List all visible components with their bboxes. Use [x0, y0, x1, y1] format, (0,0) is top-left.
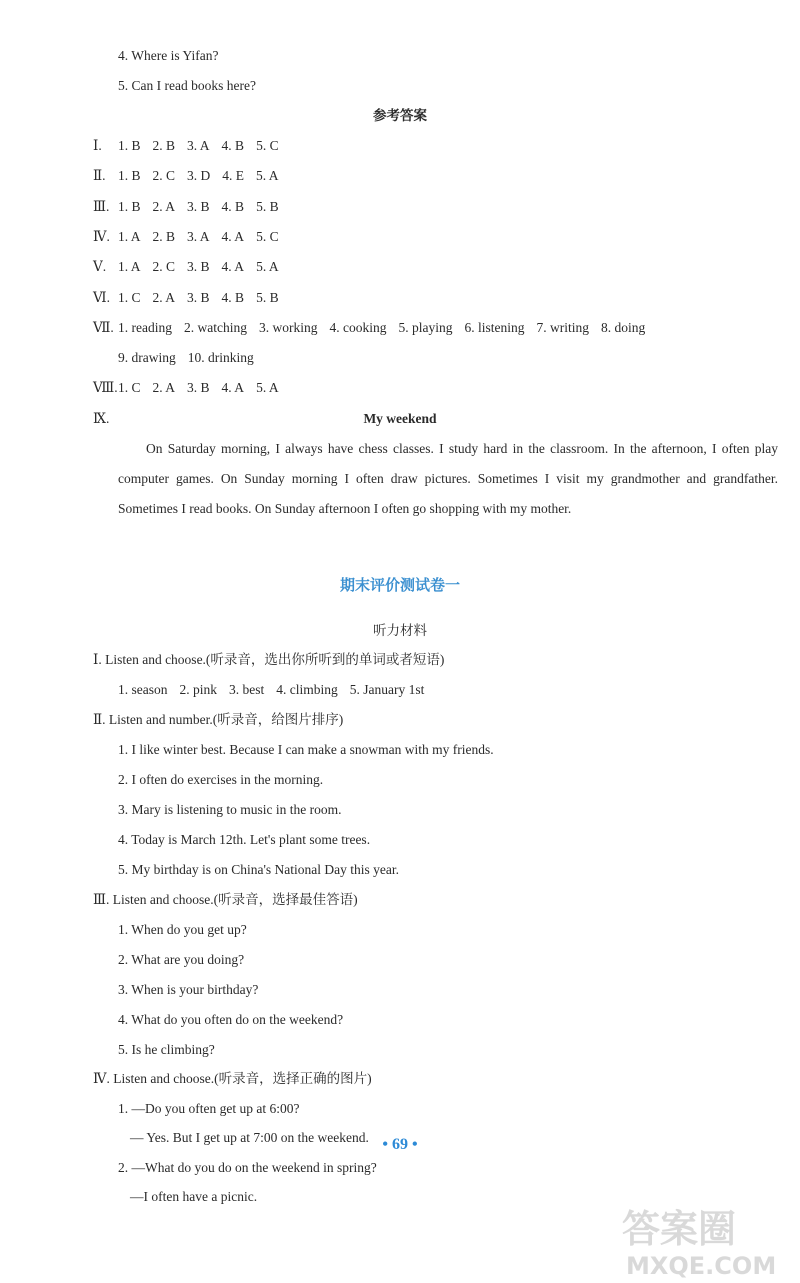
- text-line: 1. When do you get up?: [118, 922, 247, 937]
- text-line: 3. Mary is listening to music in the room.: [118, 802, 342, 817]
- answers-title: 参考答案: [373, 108, 427, 124]
- text-line: 5. My birthday is on China's National Day this year.: [118, 862, 400, 877]
- answer-row: Ⅴ. 1. A 2. C 3. B 4. A 5. A: [93, 259, 279, 275]
- listening-title: 听力材料: [373, 623, 427, 639]
- svg-text:MXQE.COM: MXQE.COM: [626, 1252, 777, 1280]
- text-line: — Yes. But I get up at 7:00 on the weekend.: [130, 1130, 369, 1145]
- text-line: 5. Can I read books here?: [118, 78, 256, 93]
- text-line: 1. —Do you often get up at 6:00?: [118, 1101, 300, 1116]
- part-items: 1. season 2. pink 3. best 4. climbing 5. January 1st: [118, 682, 425, 697]
- part-header: Ⅳ. Listen and choose.(听录音，选择正确的图片): [93, 1071, 372, 1086]
- answer-row-label: Ⅸ.: [93, 411, 110, 426]
- text-line: 2. What are you doing?: [118, 952, 245, 967]
- answer-row: Ⅱ. 1. B 2. C 3. D 4. E 5. A: [93, 168, 279, 184]
- page-number: • 69 •: [382, 1136, 418, 1153]
- part-header: Ⅱ. Listen and number.(听录音，给图片排序): [93, 712, 344, 727]
- text-line: 5. Is he climbing?: [118, 1042, 215, 1057]
- text-line: 4. Today is March 12th. Let's plant some trees.: [118, 832, 371, 847]
- essay-text: On Saturday morning, I always have chess classes. I study hard in the classroom. In the afternoon, I often play computer games. On Sunday morning I often draw pictures. Sometimes I visit my grandmother and grandfather. Sometimes I read books. On Sunday afternoon I often go shopping with my mother.: [118, 441, 778, 516]
- answer-row: Ⅰ. 1. B 2. B 3. A 4. B 5. C: [93, 138, 279, 153]
- answer-row: Ⅶ. 1. reading 2. watching 3. working 4. cooking 5. playing 6. listening 7. writing 8. doing: [93, 320, 646, 335]
- svg-text:答案圈: 答案圈: [622, 1207, 737, 1251]
- answer-row-continued: 9. drawing 10. drinking: [118, 350, 254, 365]
- text-line: 3. When is your birthday?: [118, 982, 259, 997]
- part-header: Ⅰ. Listen and choose.(听录音，选出你所听到的单词或者短语): [93, 652, 445, 667]
- text-line: 2. I often do exercises in the morning.: [118, 772, 324, 787]
- part-header: Ⅲ. Listen and choose.(听录音，选择最佳答语): [93, 892, 358, 907]
- answer-row: Ⅳ. 1. A 2. B 3. A 4. A 5. C: [93, 228, 279, 244]
- watermark-logo: [612, 1200, 792, 1280]
- text-line: 4. What do you often do on the weekend?: [118, 1012, 344, 1027]
- essay-title: My weekend: [363, 411, 437, 426]
- answer-row: Ⅷ.1. C 2. A 3. B 4. A 5. A: [93, 380, 279, 395]
- text-line: 2. —What do you do on the weekend in spring?: [118, 1160, 377, 1175]
- text-line: —I often have a picnic.: [130, 1189, 258, 1204]
- section-title: 期末评价测试卷一: [339, 576, 460, 594]
- answer-row: Ⅵ. 1. C 2. A 3. B 4. B 5. B: [93, 289, 279, 305]
- answer-row: Ⅲ. 1. B 2. A 3. B 4. B 5. B: [93, 198, 279, 214]
- text-line: 4. Where is Yifan?: [118, 48, 219, 63]
- text-line: 1. I like winter best. Because I can make a snowman with my friends.: [118, 742, 494, 757]
